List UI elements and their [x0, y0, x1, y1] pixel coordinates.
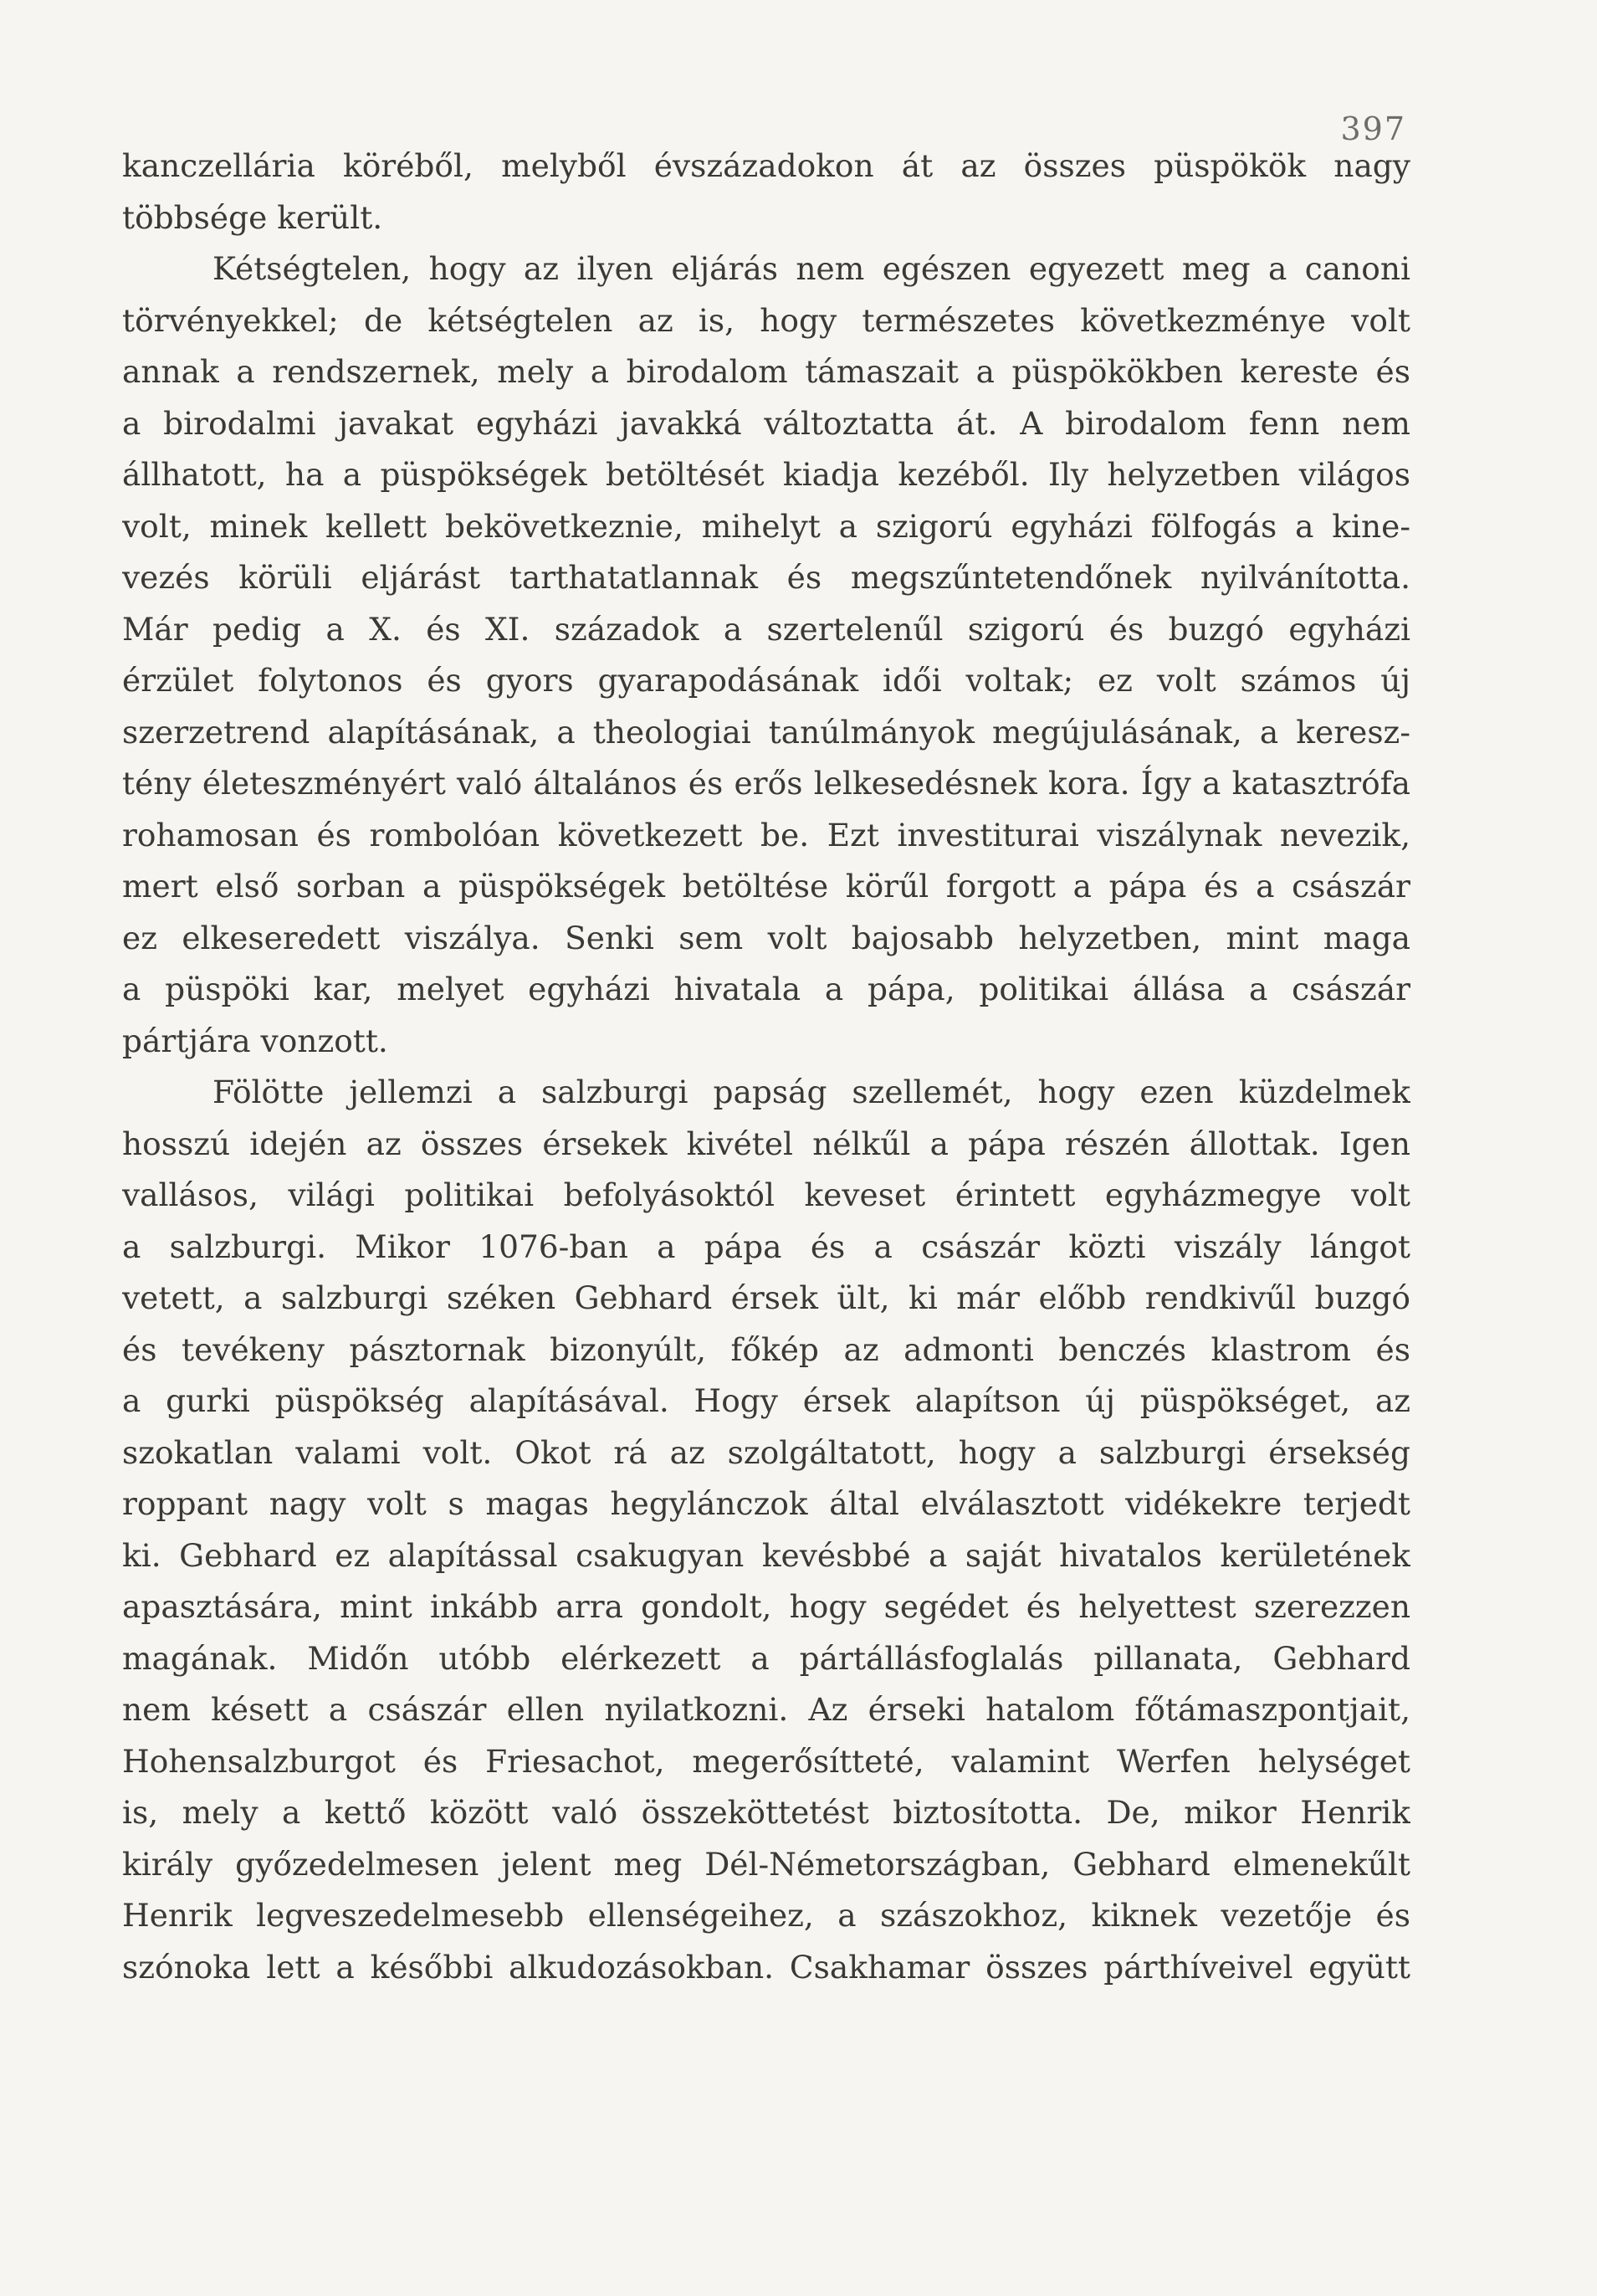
text-line: is, mely a kettő között való összeköttetést biztosította. De, mikor Henrik	[122, 1794, 1410, 1831]
text-line: vezés körüli eljárást tarthatatlannak és megszűntetendőnek nyilvánította.	[122, 559, 1410, 596]
text-line: a püspöki kar, melyet egyházi hivatala a pápa, politikai állása a császár	[122, 971, 1410, 1007]
text-line: volt, minek kellett bekövetkeznie, mihelyt a szigorú egyházi fölfogás a kine-	[122, 507, 1410, 545]
text-line: szónoka lett a későbbi alkudozásokban. Csakhamar összes párthíveivel együtt	[122, 1948, 1410, 1986]
text-line: pártjára vonzott.	[122, 1022, 388, 1059]
text-line: érzület folytonos és gyors gyarapodásának idői voltak; ez volt számos új	[122, 662, 1410, 699]
body-text	[122, 141, 1410, 1993]
text-line: a salzburgi. Mikor 1076-ban a pápa és a császár közti viszály lángot	[122, 1227, 1410, 1265]
text-line: szokatlan valami volt. Okot rá az szolgáltatott, hogy a salzburgi érsekség	[122, 1433, 1410, 1471]
text-line: kanczellária köréből, melyből évszázadokon át az összes püspökök nagy	[122, 147, 1410, 184]
text-line: Hohensalzburgot és Friesachot, megerősítteté, valamint Werfen helységet	[122, 1742, 1410, 1780]
text-line: ki. Gebhard ez alapítással csakugyan kevésbbé a saját hivatalos kerületének	[122, 1536, 1410, 1574]
page-number: 397	[1340, 110, 1406, 147]
text-line: Fölötte jellemzi a salzburgi papság szellemét, hogy ezen küzdelmek	[212, 1074, 1410, 1110]
text-line: nem késett a császár ellen nyilatkozni. Az érseki hatalom főtámaszpontjait,	[122, 1691, 1410, 1728]
text-line: hosszú idején az összes érsekek kivétel nélkűl a pápa részén állottak. Igen	[122, 1125, 1410, 1162]
text-line: és tevékeny pásztornak bizonyúlt, főkép az admonti benczés klastrom és	[122, 1330, 1410, 1368]
text-line: apasztására, mint inkább arra gondolt, hogy segédet és helyettest szerezzen	[122, 1588, 1410, 1625]
text-line: roppant nagy volt s magas hegylánczok által elválasztott vidékekre terjedt	[122, 1485, 1410, 1522]
text-line: vallásos, világi politikai befolyásoktól keveset érintett egyházmegye volt	[122, 1176, 1410, 1213]
text-line: mert első sorban a püspökségek betöltése körűl forgott a pápa és a császár	[122, 868, 1410, 905]
text-line: ez elkeseredett viszálya. Senki sem volt bajosabb helyzetben, mint maga	[122, 919, 1410, 956]
text-line: vetett, a salzburgi széken Gebhard érsek ült, ki már előbb rendkivűl buzgó	[122, 1279, 1410, 1316]
text-line: törvényekkel; de kétségtelen az is, hogy természetes következménye volt	[122, 301, 1410, 339]
text-line: többsége került.	[122, 198, 383, 236]
text-line: Már pedig a X. és XI. századok a szertelenűl szigorú és buzgó egyházi	[122, 610, 1410, 648]
text-line: a birodalmi javakat egyházi javakká változtatta át. A birodalom fenn nem	[122, 404, 1410, 442]
text-line: tény életeszményért való általános és erős lelkesedésnek kora. Így a katasztrófa	[122, 765, 1410, 802]
text-line: rohamosan és rombolóan következett be. Ezt investiturai viszálynak nevezik,	[122, 816, 1410, 853]
text-line: Kétségtelen, hogy az ilyen eljárás nem egészen egyezett meg a canoni	[212, 250, 1410, 287]
text-line: Henrik legveszedelmesebb ellenségeihez, a szászokhoz, kiknek vezetője és	[122, 1897, 1410, 1934]
text-line: annak a rendszernek, mely a birodalom támaszait a püspökökben kereste és	[122, 353, 1410, 390]
text-line: király győzedelmesen jelent meg Dél-Németországban, Gebhard elmenekűlt	[122, 1845, 1410, 1883]
text-line: állhatott, ha a püspökségek betöltését kiadja kezéből. Ily helyzetben világos	[122, 456, 1410, 493]
text-line: szerzetrend alapításának, a theologiai tanúlmányok megújulásának, a keresz-	[122, 713, 1410, 751]
text-line: a gurki püspökség alapításával. Hogy érsek alapítson új püspökséget, az	[122, 1382, 1410, 1419]
text-line: magának. Midőn utóbb elérkezett a pártállásfoglalás pillanata, Gebhard	[122, 1639, 1410, 1677]
